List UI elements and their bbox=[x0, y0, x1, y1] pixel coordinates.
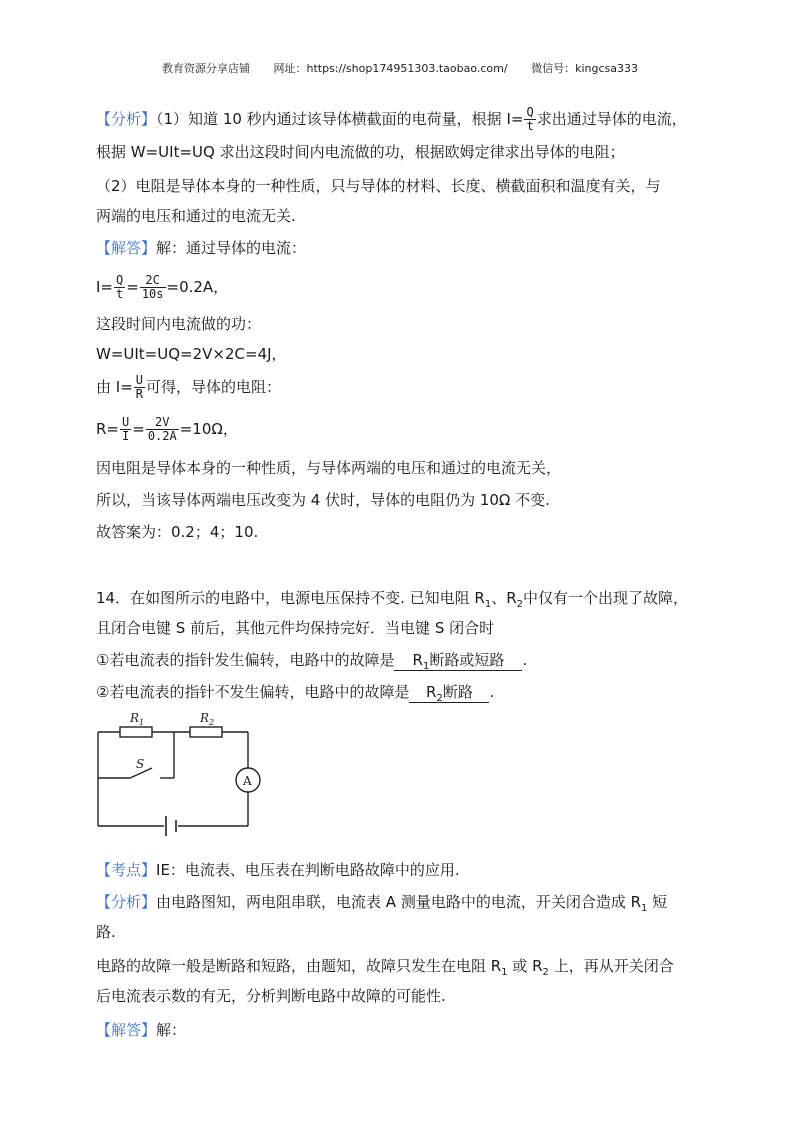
text: 由电路图知，两电阻串联，电流表 A 测量电路中的电流，开关闭合造成 R bbox=[156, 893, 642, 911]
denominator: 0.2A bbox=[147, 429, 177, 443]
fraction bbox=[120, 416, 131, 443]
fraction bbox=[140, 274, 166, 301]
text: 、R bbox=[491, 589, 517, 607]
circuit-diagram bbox=[90, 706, 270, 836]
text: 14．在如图所示的电路中，电源电压保持不变. 已知电阻 R bbox=[96, 589, 485, 607]
q13-answer-line-8: 所以，当该导体两端电压改变为 4 伏时，导体的电阻仍为 10Ω 不变. bbox=[96, 491, 550, 509]
q14-analysis-line-3 bbox=[96, 956, 674, 976]
q13-analysis-line-2: 根据 W=UIt=UQ 求出这段时间内电流做的功，根据欧姆定律求出导体的电阻； bbox=[96, 143, 625, 161]
wechat-label: 微信号： bbox=[531, 62, 576, 75]
text: R bbox=[412, 651, 423, 669]
resistor-r2-symbol bbox=[190, 727, 222, 737]
q14-question-line-1 bbox=[96, 588, 688, 608]
text: . bbox=[522, 651, 528, 669]
subscript: 2 bbox=[516, 599, 524, 610]
fraction bbox=[114, 274, 125, 301]
q13-final-answer: 故答案为：0.2；4；10. bbox=[96, 523, 259, 541]
text: = bbox=[132, 420, 145, 438]
subscript: 2 bbox=[542, 967, 549, 978]
kaodian-tag: 【考点】 bbox=[96, 861, 157, 879]
fraction bbox=[146, 416, 179, 443]
text: ①若电流表的指针发生偏转，电路中的故障是 bbox=[96, 651, 395, 669]
text: 解： bbox=[156, 1021, 187, 1039]
q13-analysis-line-1 bbox=[96, 106, 687, 133]
numerator: U bbox=[122, 415, 130, 429]
q13-answer-line-7: 因电阻是导体本身的一种性质，与导体两端的电压和通过的电流无关， bbox=[96, 459, 562, 477]
text: 上，再从开关闭合 bbox=[548, 957, 674, 975]
fraction bbox=[134, 374, 145, 401]
q14-question-line-4 bbox=[96, 682, 494, 703]
site-link[interactable]: https://shop174951303.taobao.com/ bbox=[306, 62, 508, 75]
text: 中仅有一个出现了故障， bbox=[523, 589, 689, 607]
answer-tag: 【解答】 bbox=[96, 239, 157, 257]
denominator: 10s bbox=[141, 287, 164, 301]
subscript: 1 bbox=[641, 903, 648, 914]
q13-analysis-line-4: 两端的电压和通过的电流无关. bbox=[96, 207, 296, 225]
numerator: Q bbox=[116, 273, 124, 287]
wechat-value: kingcsa333 bbox=[575, 62, 638, 75]
wechat-id bbox=[531, 62, 638, 75]
r2-label: $R_2$ bbox=[200, 711, 215, 727]
q13-resistance-formula bbox=[96, 416, 238, 443]
text: 断路或短路 bbox=[429, 651, 505, 669]
numerator: Q bbox=[526, 105, 534, 119]
r1-label: $R_1$ bbox=[130, 711, 145, 727]
q13-answer-line-1 bbox=[96, 238, 306, 258]
q13-current-formula bbox=[96, 274, 228, 301]
numerator: U bbox=[135, 373, 143, 387]
text: =10Ω， bbox=[179, 420, 238, 438]
subscript: 2 bbox=[436, 693, 443, 704]
answer-blank-1 bbox=[394, 650, 522, 671]
q14-question-line-3 bbox=[96, 650, 527, 671]
text: I= bbox=[96, 278, 113, 296]
text: （1）知道 10 秒内通过该导体横截面的电荷量，根据 I= bbox=[156, 110, 524, 128]
fraction bbox=[524, 106, 535, 133]
q13-ohm-formula bbox=[96, 374, 281, 401]
q13-analysis-line-3: （2）电阻是导体本身的一种性质，只与导体的材料、长度、横截面积和温度有关，与 bbox=[96, 177, 661, 195]
q14-analysis-line-4: 后电流表示数的有无，分析判断电路中故障的可能性. bbox=[96, 987, 446, 1005]
denominator: R bbox=[135, 387, 143, 401]
ammeter-label: A bbox=[243, 774, 252, 788]
switch-label: S bbox=[136, 757, 145, 771]
q13-work-formula: W=UIt=UQ=2V×2C=4J， bbox=[96, 345, 287, 363]
q13-answer-line-3: 这段时间内电流做的功： bbox=[96, 315, 262, 333]
q14-analysis-line-2: 路. bbox=[96, 923, 116, 941]
analysis-tag: 【分析】 bbox=[96, 893, 157, 911]
numerator: 2V bbox=[146, 416, 179, 430]
shop-name: 教育资源分享店铺 bbox=[162, 62, 250, 75]
text: . bbox=[489, 683, 495, 701]
q14-question-line-2: 且闭合电键 S 前后，其他元件均保持完好．当电键 S 闭合时 bbox=[96, 619, 495, 637]
answer-blank-2 bbox=[409, 682, 489, 703]
page-header bbox=[0, 60, 800, 76]
denominator: t bbox=[116, 287, 124, 301]
text: IE：电流表、电压表在判断电路故障中的应用. bbox=[156, 861, 460, 879]
answer-tag: 【解答】 bbox=[96, 1021, 157, 1039]
text: 电路的故障一般是断路和短路，由题知，故障只发生在电阻 R bbox=[96, 957, 502, 975]
q14-analysis-line-1 bbox=[96, 892, 667, 912]
resistor-r1-symbol bbox=[120, 727, 152, 737]
text: 或 R bbox=[507, 957, 543, 975]
text: 解：通过导体的电流： bbox=[156, 239, 307, 257]
text: =0.2A， bbox=[166, 278, 229, 296]
subscript: 1 bbox=[501, 967, 508, 978]
site-label: 网址： bbox=[273, 62, 307, 75]
text: R= bbox=[96, 420, 119, 438]
text: 短 bbox=[647, 893, 668, 911]
numerator: 2C bbox=[140, 274, 166, 288]
battery-symbol bbox=[166, 816, 176, 836]
shop-url bbox=[274, 62, 508, 75]
text: 断路 bbox=[442, 683, 473, 701]
subscript: 1 bbox=[484, 599, 492, 610]
subscript: 1 bbox=[422, 661, 430, 672]
analysis-tag: 【分析】 bbox=[96, 110, 157, 128]
text: 求出通过导体的电流， bbox=[536, 110, 687, 128]
denominator: t bbox=[526, 119, 534, 133]
q14-kaodian-line bbox=[96, 860, 460, 880]
denominator: I bbox=[122, 429, 130, 443]
q14-answer-line bbox=[96, 1020, 186, 1040]
text: = bbox=[126, 278, 139, 296]
text: ②若电流表的指针不发生偏转，电路中的故障是 bbox=[96, 683, 410, 701]
text: R bbox=[426, 683, 437, 701]
text: 可得，导体的电阻： bbox=[146, 378, 282, 396]
text: 由 I= bbox=[96, 378, 133, 396]
